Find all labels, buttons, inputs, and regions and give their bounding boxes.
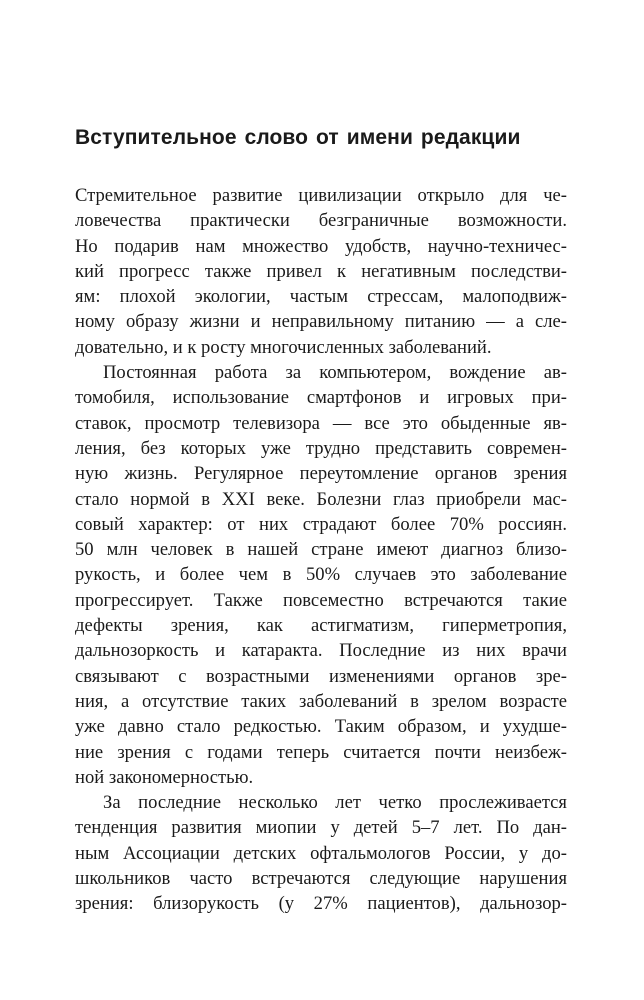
text-line: Стремительное развитие цивилизации открыло для че- — [75, 185, 567, 206]
book-page — [75, 125, 567, 917]
text-line: тенденция развития миопии у детей 5–7 лет. По дан- — [75, 817, 567, 839]
text-line: уже давно стало редкостью. Таким образом, и ухудше- — [75, 716, 567, 738]
text-line: Постоянная работа за компьютером, вождение ав- — [103, 362, 567, 384]
text-line: Но подарив нам множество удобств, научно-техничес- — [75, 235, 567, 257]
text-line: ную жизнь. Регулярное переутомление органов зрения — [75, 463, 567, 485]
text-line: рукость, и более чем в 50% случаев это заболевание — [75, 564, 567, 586]
text-line: ному образу жизни и неправильному питанию — а сле- — [75, 311, 567, 333]
text-line: зрения: близорукость (у 27% пациентов), дальнозор- — [75, 893, 567, 915]
text-line: совый характер: от них страдают более 70% россиян. — [75, 513, 567, 535]
text-line: ям: плохой экологии, частым стрессам, малоподвиж- — [75, 286, 567, 308]
text-line: стало нормой в XXI веке. Болезни глаз приобрели мас- — [75, 488, 567, 510]
text-line: ной закономерностью. — [75, 766, 254, 788]
text-line: За последние несколько лет четко прослеживается — [103, 792, 567, 814]
text-line: кий прогресс также привел к негативным последстви- — [75, 260, 567, 282]
chapter-heading: Вступительное слово от имени редакции — [75, 126, 521, 149]
body-text — [75, 183, 567, 917]
text-line: прогрессирует. Также повсеместно встречаются такие — [75, 589, 567, 611]
text-line: связывают с возрастными изменениями органов зре- — [75, 665, 567, 687]
text-line: довательно, и к росту многочисленных заболеваний. — [75, 336, 492, 358]
text-line: томобиля, использование смартфонов и игровых при- — [75, 387, 567, 409]
text-line: ставок, просмотр телевизора — все это обыденные яв- — [75, 412, 567, 434]
paragraph — [75, 183, 567, 360]
paragraph — [75, 790, 567, 916]
paragraph — [75, 360, 567, 790]
text-line: ние зрения с годами теперь считается почти неизбеж- — [75, 741, 567, 763]
text-line: дефекты зрения, как астигматизм, гиперметропия, — [75, 615, 567, 637]
text-line: дальнозоркость и катаракта. Последние из них врачи — [75, 640, 567, 662]
text-line: ловечества практически безграничные возможности. — [75, 210, 567, 232]
text-line: школьников часто встречаются следующие нарушения — [75, 868, 567, 890]
text-line: ления, без которых уже трудно представить современ- — [75, 437, 567, 459]
text-line: ным Ассоциации детских офтальмологов России, у до- — [75, 842, 567, 864]
text-line: 50 млн человек в нашей стране имеют диагноз близо- — [75, 539, 567, 561]
text-line: ния, а отсутствие таких заболеваний в зрелом возрасте — [75, 690, 567, 712]
